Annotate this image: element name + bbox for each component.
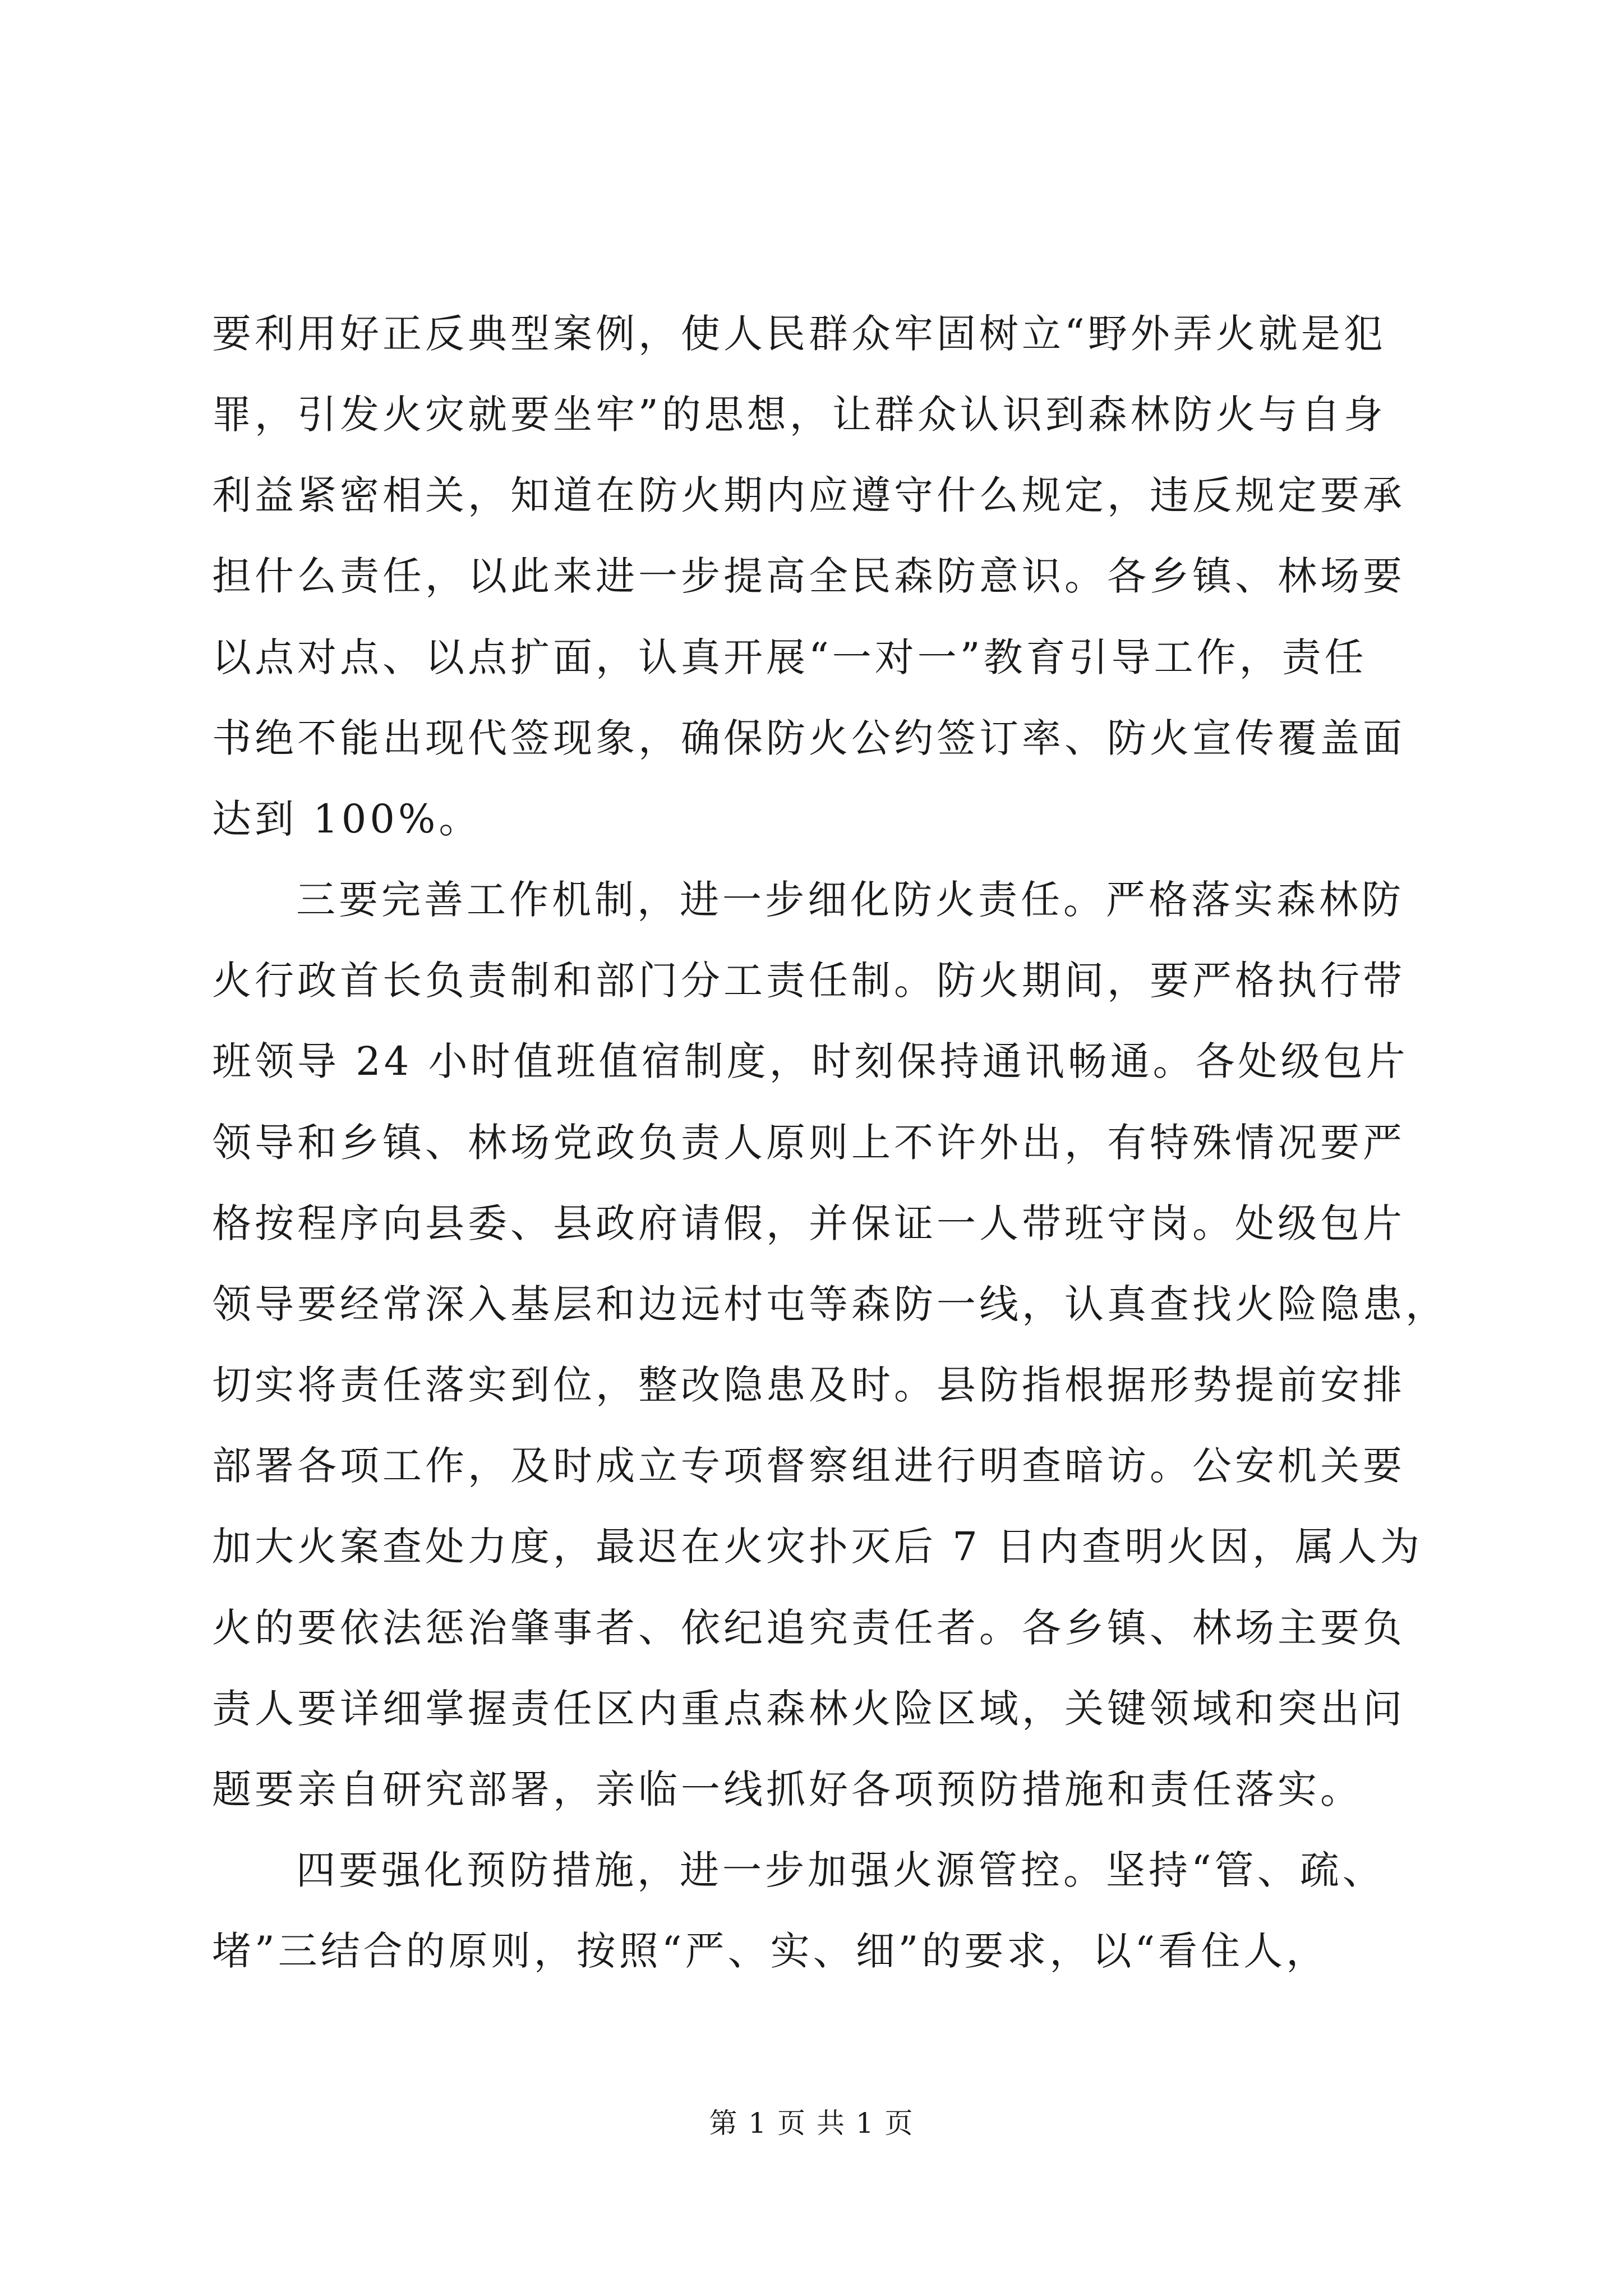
body-text-line: 堵”三结合的原则，按照“严、实、细”的要求，以“看住人， — [212, 1928, 1329, 1974]
body-text-line: 切实将责任落实到位，整改隐患及时。县防指根据形势提前安排 — [212, 1362, 1405, 1408]
body-text-line: 火行政首长负责制和部门分工责任制。防火期间，要严格执行带 — [212, 958, 1405, 1004]
body-text-line: 火的要依法惩治肇事者、依纪追究责任者。各乡镇、林场主要负 — [212, 1605, 1405, 1651]
body-text-line: 以点对点、以点扩面，认真开展“一对一”教育引导工作，责任 — [212, 634, 1367, 680]
body-text-line: 班领导 24 小时值班值宿制度，时刻保持通讯畅通。各处级包片 — [212, 1038, 1409, 1084]
page-footer: 第 1 页 共 1 页 — [709, 2107, 914, 2139]
body-text-line: 加大火案查处力度，最迟在火灾扑灭后 7 日内查明火因，属人为 — [212, 1524, 1423, 1570]
body-text-line: 领导和乡镇、林场党政负责人原则上不许外出，有特殊情况要严 — [212, 1120, 1405, 1166]
body-text-line: 要利用好正反典型案例，使人民群众牢固树立“野外弄火就是犯 — [212, 311, 1386, 357]
paragraph-first-line: 三要完善工作机制，进一步细化防火责任。严格落实森林防 — [296, 877, 1404, 923]
body-text-line: 罪，引发火灾就要坐牢”的思想，让群众认识到森林防火与自身 — [212, 392, 1386, 438]
body-text-line: 部署各项工作，及时成立专项督察组进行明查暗访。公安机关要 — [212, 1443, 1405, 1489]
body-text-line: 题要亲自研究部署，亲临一线抓好各项预防措施和责任落实。 — [212, 1766, 1363, 1812]
body-text-line: 达到 100%。 — [212, 796, 482, 842]
body-text-line: 责人要详细掌握责任区内重点森林火险区域，关键领域和突出问 — [212, 1686, 1405, 1732]
paragraph-first-line: 四要强化预防措施，进一步加强火源管控。坚持“管、疏、 — [296, 1847, 1385, 1893]
body-text-line: 担什么责任，以此来进一步提高全民森防意识。各乡镇、林场要 — [212, 553, 1405, 599]
body-text-line: 书绝不能出现代签现象，确保防火公约签订率、防火宣传覆盖面 — [212, 715, 1405, 761]
body-text-line: 利益紧密相关，知道在防火期内应遵守什么规定，违反规定要承 — [212, 472, 1405, 518]
body-text-line: 领导要经常深入基层和边远村屯等森防一线，认真查找火险隐患， — [212, 1281, 1448, 1327]
body-text-line: 格按程序向县委、县政府请假，并保证一人带班守岗。处级包片 — [212, 1200, 1405, 1246]
